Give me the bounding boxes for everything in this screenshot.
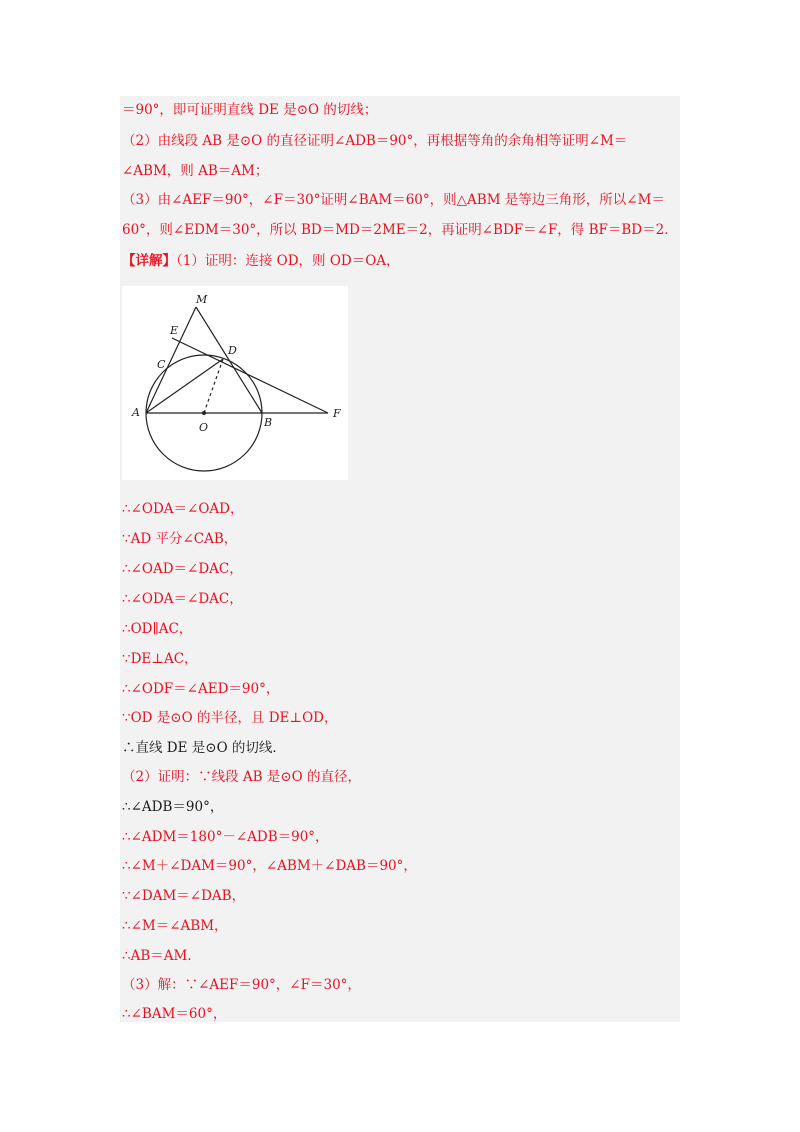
text-line: （3）由∠AEF＝90°，∠F＝30°证明∠BAM＝60°，则△ABM 是等边三角形，所以∠M＝ bbox=[122, 192, 665, 208]
detail-text: （1）证明：连接 OD，则 OD＝OA， bbox=[176, 253, 400, 269]
text-line: （2）由线段 AB 是⊙O 的直径证明∠ADB＝90°，再根据等角的余角相等证明∠M＝ bbox=[122, 133, 628, 149]
geometry-figure bbox=[122, 286, 348, 480]
text-line: ∵AD 平分∠CAB， bbox=[122, 531, 238, 547]
segment-mb bbox=[196, 307, 262, 413]
label-e: E bbox=[170, 324, 179, 337]
text-line: ∴∠ODA＝∠OAD， bbox=[122, 501, 244, 517]
tangent-ef bbox=[172, 338, 328, 413]
label-o: O bbox=[199, 421, 209, 434]
text-line: ∴∠ODF＝∠AED＝90°， bbox=[122, 681, 280, 697]
label-f: F bbox=[333, 407, 341, 420]
label-m: M bbox=[196, 293, 208, 306]
detail-line bbox=[122, 252, 400, 270]
label-c: C bbox=[157, 358, 166, 371]
text-line: ∵OD 是⊙O 的半径，且 DE⊥OD， bbox=[122, 710, 338, 726]
text-line: ∵DE⊥AC， bbox=[122, 651, 198, 667]
circle-tangent-diagram bbox=[122, 286, 348, 480]
label-d: D bbox=[228, 344, 237, 357]
text-line: ∴∠ADB＝90°， bbox=[122, 799, 224, 815]
text-line: ∴∠M＝∠ABM， bbox=[122, 918, 228, 934]
text-line: （3）解：∵∠AEF＝90°，∠F＝30°， bbox=[122, 977, 361, 993]
text-line: ∴OD∥AC， bbox=[122, 621, 193, 637]
text-line: 60°，则∠EDM＝30°，所以 BD＝MD＝2ME＝2，再证明∠BDF＝∠F，得 BF＝BD＝2． bbox=[122, 222, 678, 238]
label-a: A bbox=[132, 406, 140, 419]
text-line: ∴∠BAM＝60°， bbox=[122, 1006, 227, 1022]
text-line: ∴∠OAD＝∠DAC， bbox=[122, 561, 243, 577]
segment-od bbox=[204, 359, 223, 413]
center-o-dot bbox=[202, 411, 206, 415]
text-line: ∴直线 DE 是⊙O 的切线． bbox=[122, 740, 286, 756]
label-b: B bbox=[264, 416, 273, 429]
text-line: ∴∠ODA＝∠DAC， bbox=[122, 591, 243, 607]
detail-tag: 【详解】 bbox=[122, 253, 176, 269]
text-line: ∴∠M＋∠DAM＝90°，∠ABM＋∠DAB＝90°， bbox=[122, 858, 417, 874]
text-line: ∵∠DAM＝∠DAB， bbox=[122, 888, 246, 904]
text-line: ∴∠ADM＝180°－∠ADB＝90°， bbox=[122, 829, 329, 845]
text-line: ＝90°，即可证明直线 DE 是⊙O 的切线； bbox=[122, 102, 378, 118]
segment-am bbox=[146, 307, 196, 413]
text-line: ∠ABM，则 AB＝AM； bbox=[122, 163, 269, 179]
text-line: （2）证明：∵线段 AB 是⊙O 的直径， bbox=[122, 769, 362, 785]
text-line: ∴AB＝AM． bbox=[122, 948, 201, 964]
